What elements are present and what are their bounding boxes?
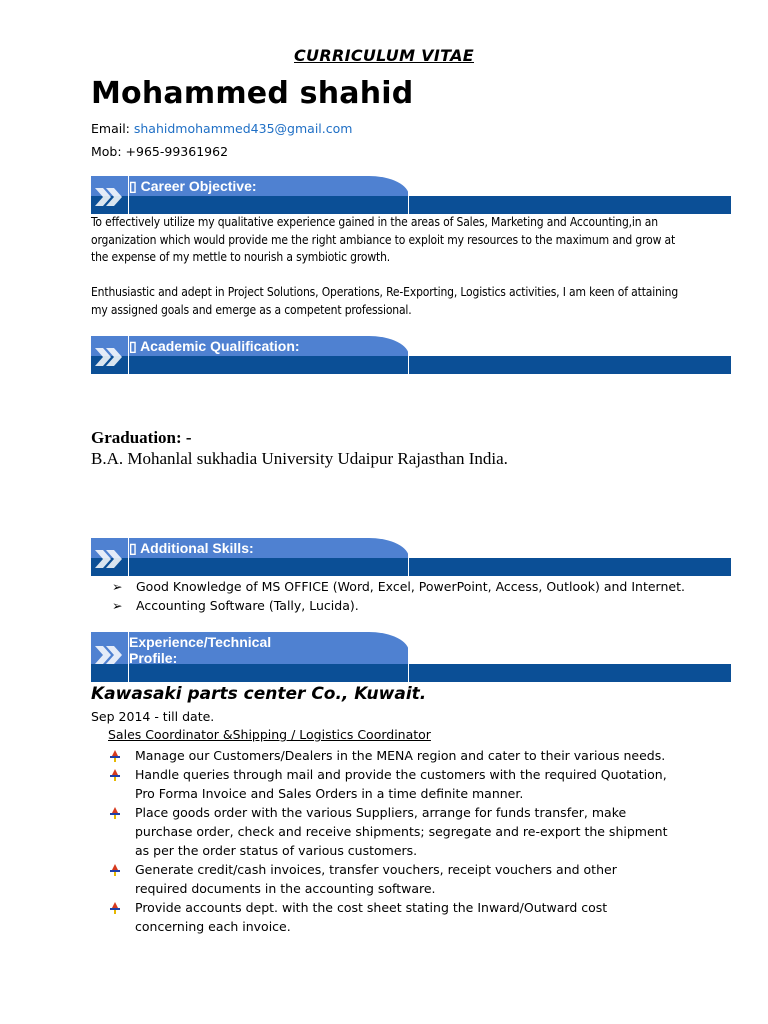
task-item bbox=[108, 860, 668, 898]
task-item bbox=[108, 746, 668, 765]
task-text: Provide accounts dept. with the cost sheet stating the Inward/Outward cost concerning each invoice. bbox=[135, 900, 608, 934]
company-name: Kawasaki parts center Co., Kuwait. bbox=[91, 684, 427, 704]
banner-bar bbox=[91, 558, 731, 576]
job-role: Sales Coordinator &Shipping / Logistics Coordinator bbox=[108, 727, 431, 742]
banner-divider bbox=[408, 632, 409, 682]
email-label: Email: bbox=[91, 121, 134, 136]
skill-item bbox=[112, 577, 712, 596]
banner-divider bbox=[408, 336, 409, 374]
email-link[interactable]: shahidmohammed435@gmail.com bbox=[133, 121, 353, 136]
task-item bbox=[108, 898, 668, 936]
chevron-arrows-icon bbox=[93, 186, 125, 208]
objective-paragraph-1: To effectively utilize my qualitative experience gained in the areas of Sales, Marketing and Accounting,in an organization which would provide me the right ambiance to exploit my resources to the maximum and grow at the expense of my mettle to nourish a symbiotic growth. bbox=[91, 215, 676, 264]
banner-bar bbox=[91, 196, 731, 214]
banner-bar bbox=[91, 356, 731, 374]
skill-item bbox=[112, 596, 712, 615]
pushpin-bullet-icon bbox=[108, 863, 122, 877]
task-text: Manage our Customers/Dealers in the MENA region and cater to their various needs. bbox=[135, 748, 666, 763]
task-item bbox=[108, 765, 668, 803]
section-title-line: Experience/Technical bbox=[129, 634, 272, 650]
pushpin-bullet-icon bbox=[108, 901, 122, 915]
pushpin-bullet-icon bbox=[108, 806, 122, 820]
section-title-career-objective: ▯ Career Objective: bbox=[129, 178, 257, 194]
task-item bbox=[108, 803, 668, 860]
chevron-arrows-icon bbox=[93, 548, 125, 570]
arrow-bullet-icon: ➢ bbox=[112, 598, 123, 613]
email-line bbox=[91, 121, 352, 136]
banner-divider bbox=[408, 538, 409, 576]
document-title: CURRICULUM VITAE bbox=[294, 46, 474, 65]
graduation-heading: Graduation: - bbox=[91, 428, 192, 447]
skill-text: Good Knowledge of MS OFFICE (Word, Excel, PowerPoint, Access, Outlook) and Internet. bbox=[136, 579, 685, 594]
section-title-skills: ▯ Additional Skills: bbox=[129, 540, 254, 556]
banner-bar bbox=[91, 664, 731, 682]
task-text: Generate credit/cash invoices, transfer vouchers, receipt vouchers and other required documents in the accounting software. bbox=[135, 862, 617, 896]
chevron-arrows-icon bbox=[93, 346, 125, 368]
section-title-line: Profile: bbox=[129, 650, 178, 666]
graduation-detail: B.A. Mohanlal sukhadia University Udaipur Rajasthan India. bbox=[91, 449, 508, 468]
mobile-line: Mob: +965-99361962 bbox=[91, 144, 229, 159]
candidate-name: Mohammed shahid bbox=[91, 76, 414, 111]
employment-dates: Sep 2014 - till date. bbox=[91, 709, 215, 724]
section-title-experience bbox=[129, 634, 271, 666]
arrow-bullet-icon: ➢ bbox=[112, 579, 123, 594]
task-text: Place goods order with the various Suppliers, arrange for funds transfer, make purchase order, check and receive shipments; segregate and re-export the shipment as per the order status of various customers. bbox=[135, 805, 668, 858]
chevron-arrows-icon bbox=[93, 642, 125, 668]
skill-text: Accounting Software (Tally, Lucida). bbox=[136, 598, 359, 613]
pushpin-bullet-icon bbox=[108, 768, 122, 782]
objective-paragraph-2: Enthusiastic and adept in Project Solutions, Operations, Re-Exporting, Logistics activities, I am keen of attaining my assigned goals and emerge as a competent professional. bbox=[91, 285, 679, 317]
task-text: Handle queries through mail and provide the customers with the required Quotation, Pro Forma Invoice and Sales Orders in a time definite manner. bbox=[135, 767, 667, 801]
pushpin-bullet-icon bbox=[108, 749, 122, 763]
banner-divider bbox=[408, 176, 409, 214]
section-title-academic: ▯ Academic Qualification: bbox=[129, 338, 300, 354]
